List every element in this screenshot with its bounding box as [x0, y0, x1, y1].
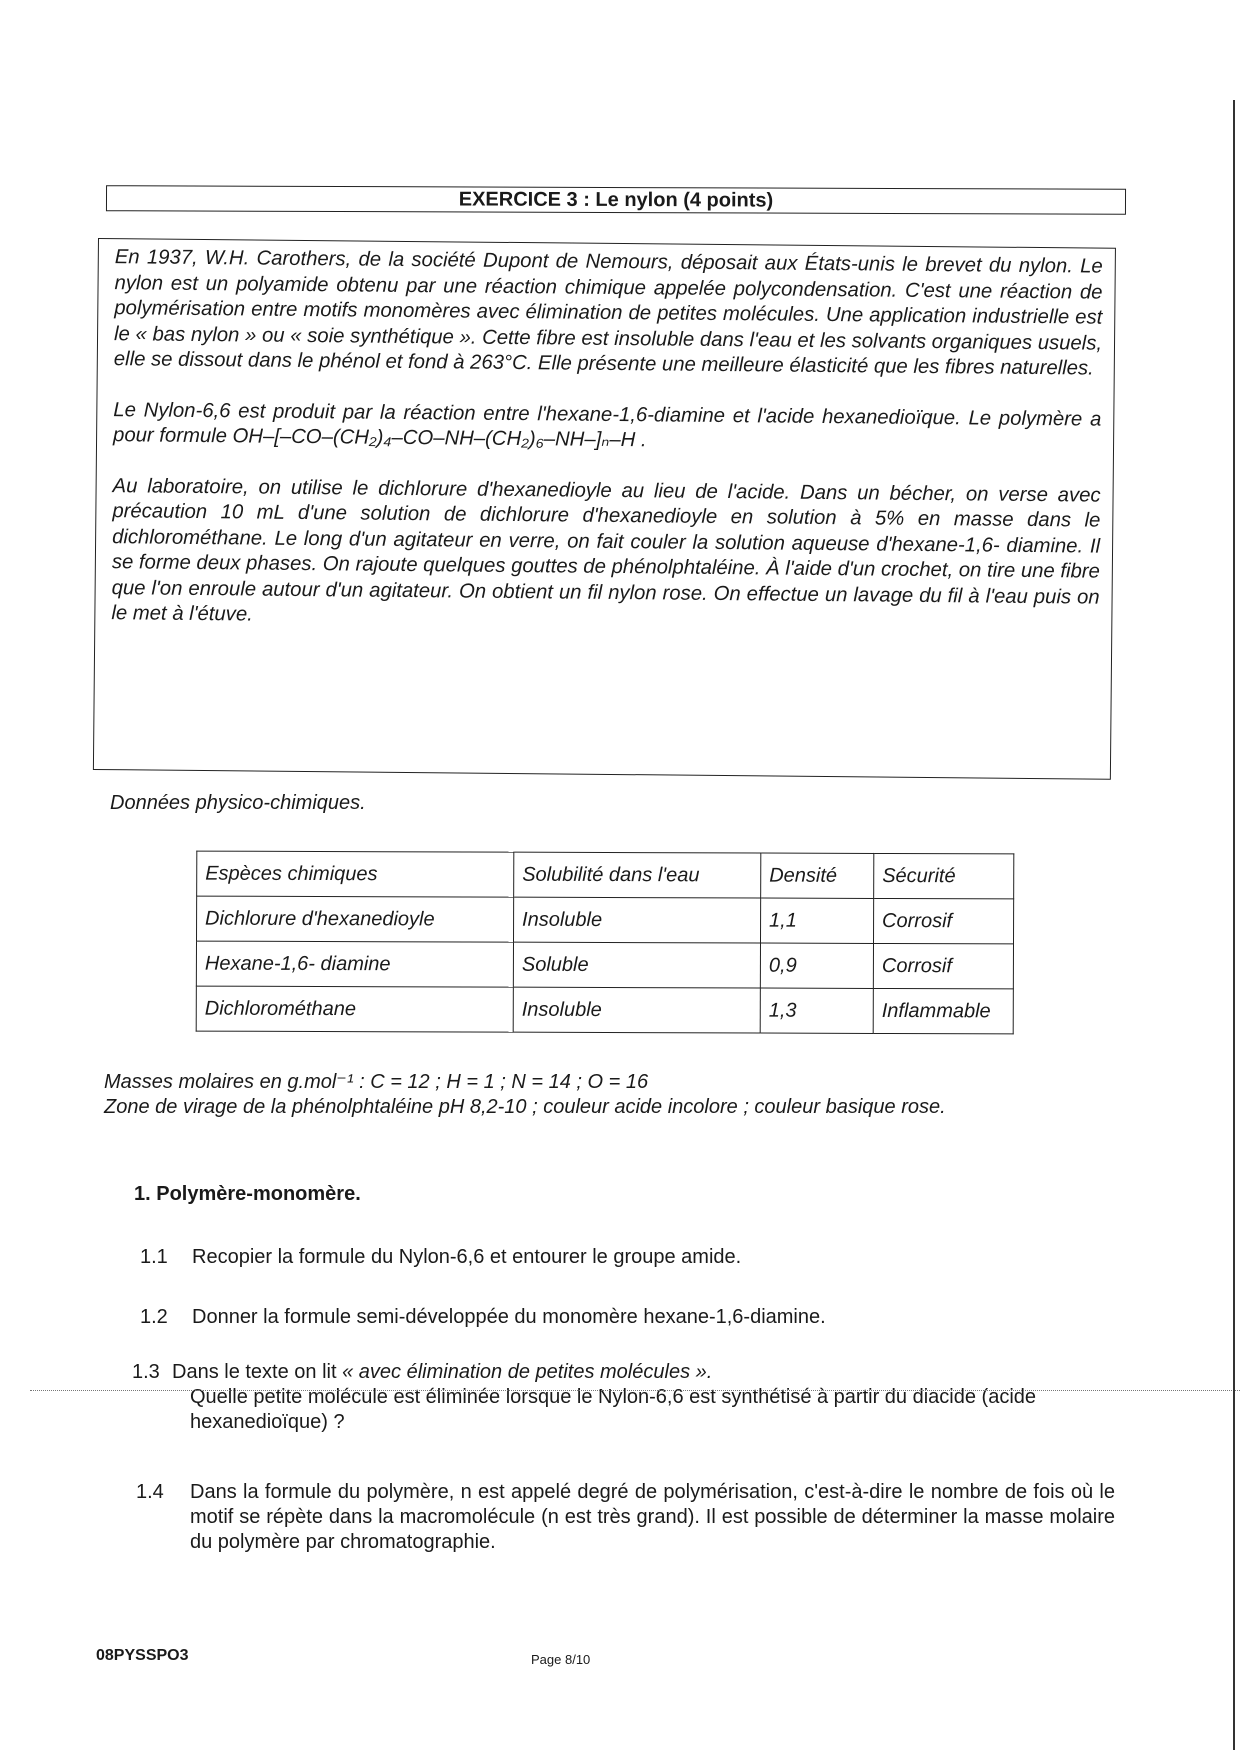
section-title: 1. Polymère-monomère. [134, 1183, 361, 1205]
intro-text-box [93, 238, 1116, 780]
table-header-cell: Sécurité [874, 853, 1014, 898]
table-row [196, 941, 1013, 989]
scan-edge-line [1233, 100, 1235, 1750]
table-cell: Dichlorométhane [196, 986, 513, 1032]
document-code: 08PYSSPO3 [96, 1647, 189, 1664]
table-row [196, 986, 1013, 1034]
molar-masses-block [104, 1070, 1114, 1120]
physico-chemical-table [196, 851, 1015, 1035]
table-row [197, 896, 1014, 944]
table-cell: Dichlorure d'hexanedioyle [197, 896, 514, 942]
table-cell: Hexane-1,6- diamine [196, 941, 513, 987]
question-number: 1.4 [136, 1481, 164, 1503]
question-1-3 [132, 1360, 1117, 1440]
exercise-title: EXERCICE 3 : Le nylon (4 points) [106, 185, 1126, 215]
table-cell: 0,9 [760, 943, 873, 988]
question-quote: « avec élimination de petites molécules ». [342, 1361, 713, 1383]
question-text: Donner la formule semi-développée du monomère hexane-1,6-diamine. [192, 1306, 826, 1328]
table-header-cell: Solubilité dans l'eau [514, 852, 761, 898]
question-text: Dans la formule du polymère, n est appelé degré de polymérisation, c'est-à-dire le nombre de fois où le motif se répète dans la macromolécule (n est très grand). Il est possible de déterminer la masse molaire du polymère par chromatographie. [190, 1481, 1115, 1553]
question-lead: Dans le texte on lit [172, 1361, 343, 1383]
question-number: 1.1 [140, 1246, 168, 1268]
intro-paragraph-history: En 1937, W.H. Carothers, de la société Dupont de Nemours, déposait aux États-unis le brevet du nylon. Le nylon est un polyamide obtenu par une réaction chimique appelée polycondensation. C'est une réaction de polymérisation entre motifs monomères avec élimination de petites molécules. Une application industrielle est le « bas nylon » ou « soie synthétique ». Cette fibre est insoluble dans l'eau et les solvants organiques usuels, elle se dissout dans le phénol et fond à 263°C. Elle présente une meilleure élasticité que les fibres naturelles. [113, 246, 1103, 380]
table-cell: 1,3 [760, 988, 873, 1033]
table-cell: Corrosif [873, 898, 1013, 943]
table-cell: Corrosif [873, 943, 1013, 988]
table-cell: Inflammable [873, 988, 1013, 1033]
scan-divider [30, 1390, 1240, 1391]
table-header-row [197, 851, 1014, 899]
question-text: Quelle petite molécule est éliminée lorsque le Nylon-6,6 est synthétisé à partir du diacide (acide hexanedioïque) ? [190, 1386, 1037, 1433]
question-1-4 [136, 1480, 1121, 1560]
question-number: 1.3 [132, 1361, 160, 1383]
question-text: Recopier la formule du Nylon-6,6 et entourer le groupe amide. [192, 1246, 742, 1268]
table-cell: 1,1 [760, 898, 873, 943]
table-header-cell: Espèces chimiques [197, 851, 514, 897]
molar-masses-line: Masses molaires en g.mol⁻¹ : C = 12 ; H = 1 ; N = 14 ; O = 16 [104, 1071, 649, 1093]
indicator-zone-line: Zone de virage de la phénolphtaléine pH 8,2-10 ; couleur acide incolore ; couleur basique rose. [104, 1096, 946, 1118]
page-number: Page 8/10 [531, 1652, 591, 1667]
table-cell: Insoluble [514, 897, 761, 943]
intro-paragraph-formula: Le Nylon-6,6 est produit par la réaction entre l'hexane-1,6-diamine et l'acide hexanedioïque. Le polymère a pour formule OH–[–CO–(CH₂)₄–CO–NH–(CH₂)₆–NH–]ₙ–H . [113, 398, 1102, 452]
data-section-label: Données physico-chimiques. [110, 792, 366, 814]
table-cell: Insoluble [513, 987, 760, 1033]
table-header-cell: Densité [761, 853, 874, 898]
table-cell: Soluble [513, 942, 760, 988]
question-number: 1.2 [140, 1306, 168, 1328]
intro-paragraph-lab: Au laboratoire, on utilise le dichlorure d'hexanedioyle au lieu de l'acide. Dans un bécher, on verse avec précaution 10 mL d'une solution de dichlorure d'hexanedioyle en solution à 5% en masse dans le dichlorométhane. Le long d'un agitateur en verre, on fait couler la solution aqueuse d'hexane-1,6- diamine. Il se forme deux phases. On rajoute quelques gouttes de phénolphtaléine. À l'aide d'un crochet, on tire une fibre que l'on enroule autour d'un agitateur. On obtient un fil nylon rose. On effectue un lavage du fil à l'eau puis on le met à l'étuve. [111, 474, 1101, 626]
